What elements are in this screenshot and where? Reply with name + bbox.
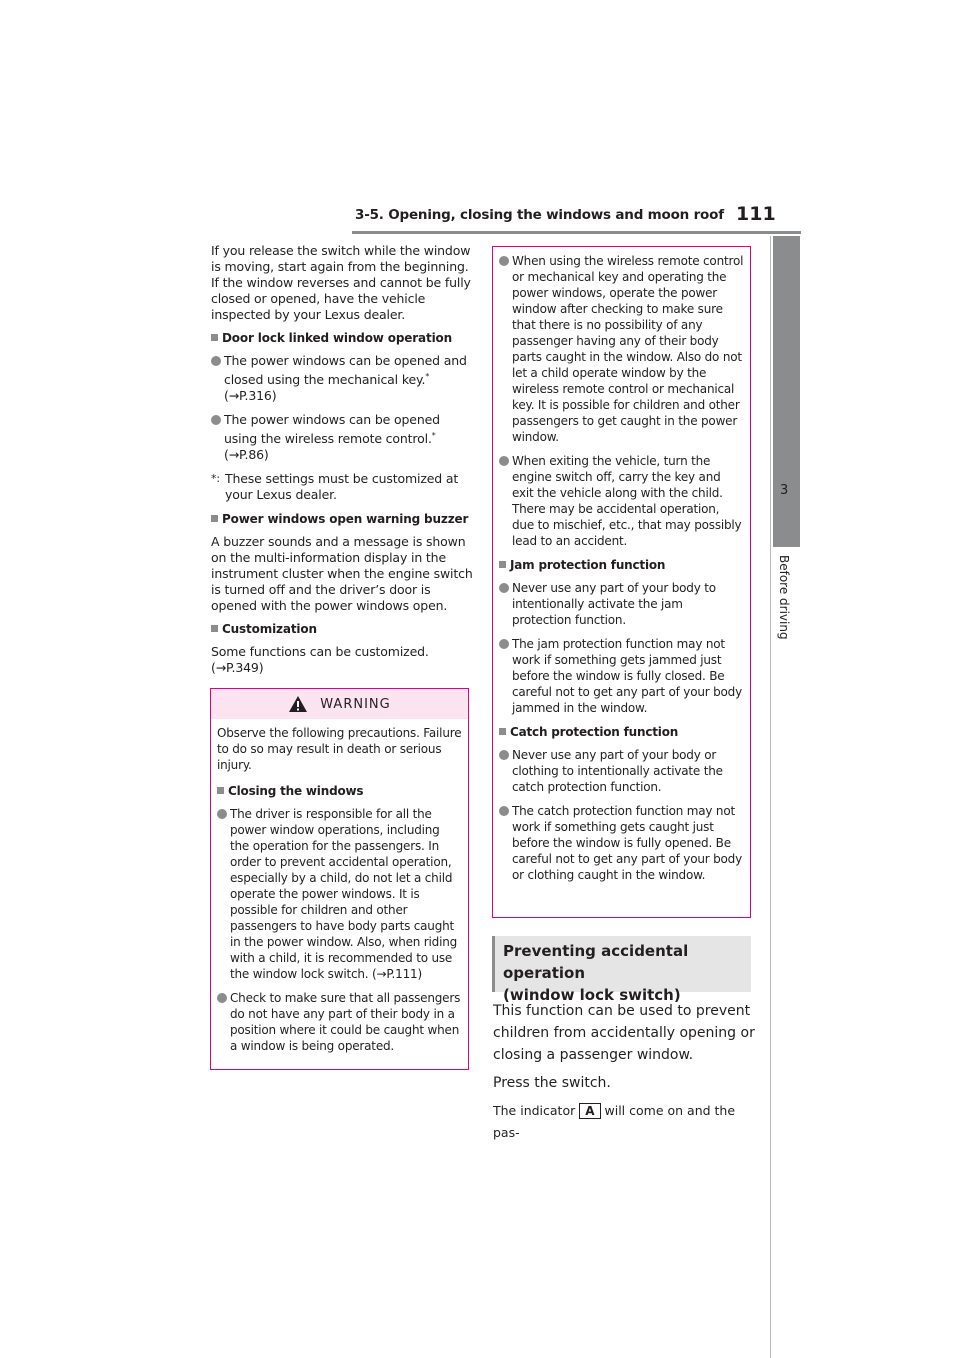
square-bullet-icon bbox=[211, 625, 218, 632]
section-title-line-2: (window lock switch) bbox=[503, 986, 681, 1004]
heading-closing-windows: Closing the windows bbox=[217, 783, 462, 799]
chapter-label: Before driving bbox=[777, 555, 791, 640]
left-column bbox=[211, 243, 473, 676]
page-number: 111 bbox=[736, 203, 776, 225]
heading-catch-protection: Catch protection function bbox=[499, 724, 744, 740]
bullet-dot-icon bbox=[499, 750, 509, 760]
header-rule bbox=[352, 231, 801, 234]
warning-bullet: When using the wireless remote control or mechanical key and operating the power windows, operate the power window after checking to make sure that there is no possibility of any passenger having any of their body parts caught in the window. Also do not let a child operate window by the wireless remote control or mechanical key. It is possible for children and other passengers to get caught in the power window. bbox=[499, 253, 744, 445]
bullet-dot-icon bbox=[499, 456, 509, 466]
square-bullet-icon bbox=[211, 515, 218, 522]
bullet-mechanical-key: The power windows can be opened and closed using the mechanical key.* (→P.316) bbox=[211, 353, 473, 404]
bullet-dot-icon bbox=[499, 639, 509, 649]
warning-bullet: The catch protection function may not work if something gets caught just before the window is fully opened. Be careful not to get any part of your body or clothing caught in the window. bbox=[499, 803, 744, 883]
indicator-text: The indicator A will come on and the pas- bbox=[493, 1103, 736, 1140]
warning-bullet: Never use any part of your body to intentionally activate the jam protection function. bbox=[499, 580, 744, 628]
page-ref-link[interactable]: (→P.86) bbox=[224, 447, 269, 463]
bullet-dot-icon bbox=[499, 256, 509, 266]
chapter-number: 3 bbox=[780, 483, 789, 498]
callout-label-a: A bbox=[579, 1103, 600, 1119]
footnote: *: These settings must be customized at your Lexus dealer. bbox=[211, 471, 459, 503]
warning-bullet: Never use any part of your body or clothing to intentionally activate the catch protection function. bbox=[499, 747, 744, 795]
section-heading bbox=[492, 936, 751, 1004]
section-title: 3-5. Opening, closing the windows and moon roof bbox=[355, 207, 724, 223]
instruction-text: Press the switch. bbox=[493, 1075, 611, 1091]
warning-box-continued bbox=[492, 246, 751, 918]
bullet-dot-icon bbox=[217, 993, 227, 1003]
warning-triangle-icon bbox=[288, 695, 308, 713]
heading-door-lock: Door lock linked window operation bbox=[211, 330, 473, 346]
heading-jam-protection: Jam protection function bbox=[499, 557, 744, 573]
bullet-dot-icon bbox=[499, 806, 509, 816]
heading-customization: Customization bbox=[211, 621, 473, 637]
square-bullet-icon bbox=[499, 728, 506, 735]
warning-bullet: The jam protection function may not work if something gets jammed just before the window is fully closed. Be careful not to get any part of your body jammed in the window. bbox=[499, 636, 744, 716]
bullet-dot-icon bbox=[211, 356, 221, 366]
bullet-dot-icon bbox=[499, 583, 509, 593]
intro-text-1: If you release the switch while the window is moving, start again from the beginning. bbox=[211, 243, 471, 274]
chapter-tab-bar bbox=[773, 236, 800, 547]
warning-bullet: Check to make sure that all passengers do not have any part of their body in a position where it could be caught when a window is being operated. bbox=[217, 990, 462, 1054]
bullet-dot-icon bbox=[211, 415, 221, 425]
warning-header bbox=[211, 689, 468, 719]
warning-box bbox=[210, 688, 469, 1070]
square-bullet-icon bbox=[499, 561, 506, 568]
square-bullet-icon bbox=[217, 787, 224, 794]
buzzer-text: A buzzer sounds and a message is shown on the multi-information display in the instrument cluster when the engine switch is turned off and the driver’s door is opened with the power windows open. bbox=[211, 534, 473, 614]
bullet-dot-icon bbox=[217, 809, 227, 819]
section-title-line-1: Preventing accidental operation bbox=[503, 942, 689, 982]
warning-bullet: The driver is responsible for all the power window operations, including the operation for the passengers. In order to prevent accidental operation, especially by a child, do not let a child operate the power windows. It is possible for children and other passengers to have body parts caught in the power window. Also, when riding with a child, it is recommended to use the window lock switch. (→P.111) bbox=[217, 806, 462, 982]
intro-text-2: If the window reverses and cannot be fully closed or opened, have the vehicle inspected by your Lexus dealer. bbox=[211, 275, 471, 322]
page-ref-link[interactable]: (→P.316) bbox=[224, 388, 277, 404]
customization-text: Some functions can be customized. (→P.349) bbox=[211, 644, 429, 676]
warning-bullet: When exiting the vehicle, turn the engine switch off, carry the key and exit the vehicle along with the child. There may be accidental operation, due to mischief, etc., that may possibly lead to an accident. bbox=[499, 453, 744, 549]
warning-title: WARNING bbox=[320, 696, 391, 712]
section-body bbox=[493, 1000, 755, 1150]
section-text: This function can be used to prevent children from accidentally opening or closing a passenger window. bbox=[493, 1003, 755, 1063]
square-bullet-icon bbox=[211, 334, 218, 341]
side-divider bbox=[770, 236, 771, 1358]
warning-intro: Observe the following precautions. Failure to do so may result in death or serious injury. bbox=[217, 726, 462, 772]
heading-buzzer: Power windows open warning buzzer bbox=[211, 511, 473, 527]
bullet-remote-control: The power windows can be opened using the wireless remote control.* (→P.86) bbox=[211, 412, 473, 463]
page-ref-link[interactable]: (→P.349) bbox=[211, 660, 264, 676]
